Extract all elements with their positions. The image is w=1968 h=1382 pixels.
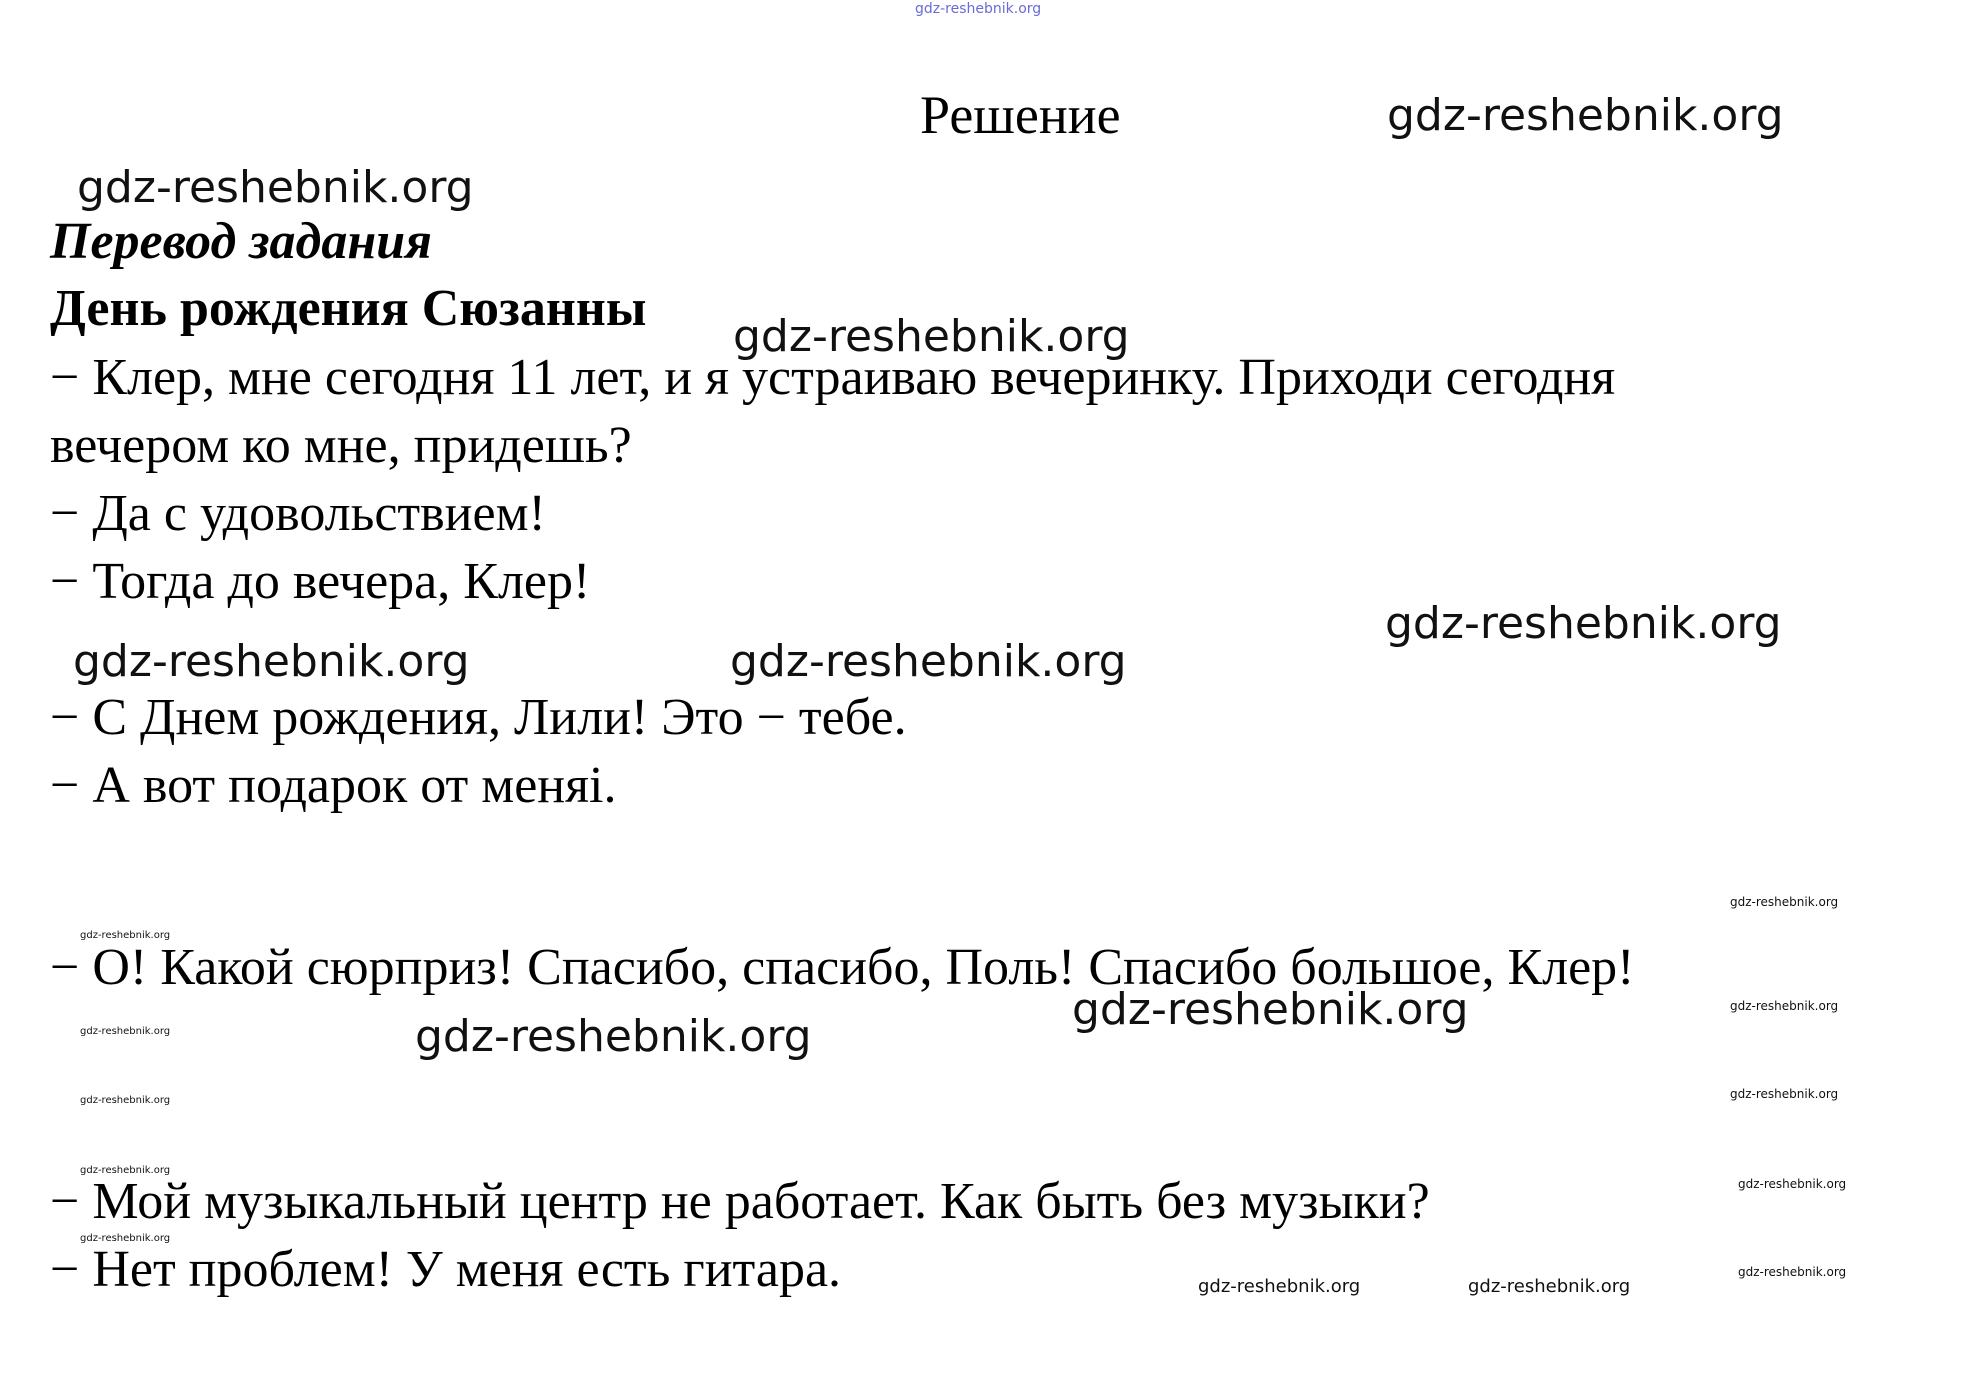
watermark-small: gdz-reshebnik.org [1738, 1177, 1847, 1191]
dialogue-line: − Да с удовольствием! [50, 485, 546, 542]
watermark: gdz-reshebnik.org [730, 636, 1127, 687]
watermark: gdz-reshebnik.org [1385, 598, 1782, 649]
dialogue-line: − А вот подарок от меняі. [50, 757, 617, 814]
watermark-small: gdz-reshebnik.org [1730, 895, 1839, 909]
dialogue-line: − Тогда до вечера, Клер! [50, 553, 591, 610]
watermark: gdz-reshebnik.org [77, 162, 474, 213]
task-translation-label: Перевод задания [50, 213, 432, 270]
watermark-small: gdz-reshebnik.org [1738, 1265, 1847, 1279]
watermark-small: gdz-reshebnik.org [1468, 1276, 1631, 1297]
watermark-small: gdz-reshebnik.org [80, 1165, 171, 1176]
story-title: День рождения Сюзанны [50, 280, 647, 337]
watermark-small: gdz-reshebnik.org [80, 1095, 171, 1106]
watermark: gdz-reshebnik.org [1072, 984, 1469, 1035]
watermark: gdz-reshebnik.org [73, 636, 470, 687]
watermark-small: gdz-reshebnik.org [1730, 1087, 1839, 1101]
watermark-small: gdz-reshebnik.org [80, 1233, 171, 1244]
dialogue-line: − Нет проблем! У меня есть гитара. [50, 1241, 842, 1298]
page-title: Решение [920, 85, 1121, 145]
dialogue-line: − С Днем рождения, Лили! Это − тебе. [50, 689, 907, 746]
watermark-small: gdz-reshebnik.org [80, 930, 171, 941]
watermark-small: gdz-reshebnik.org [80, 1026, 171, 1037]
dialogue-line: − О! Какой сюрприз! Спасибо, спасибо, Поль! Спасибо большое, Клер! [50, 939, 1635, 996]
top-watermark: gdz-reshebnik.org [915, 1, 1042, 17]
watermark-small: gdz-reshebnik.org [1198, 1276, 1361, 1297]
dialogue-line: − Клер, мне сегодня 11 лет, и я устраиваю вечеринку. Приходи сегодня [50, 349, 1616, 406]
dialogue-line: − Мой музыкальный центр не работает. Как быть без музыки? [50, 1173, 1430, 1230]
watermark: gdz-reshebnik.org [415, 1011, 812, 1062]
watermark: gdz-reshebnik.org [1387, 90, 1784, 141]
dialogue-line: вечером ко мне, придешь? [50, 417, 632, 474]
watermark: gdz-reshebnik.org [733, 311, 1130, 362]
watermark-small: gdz-reshebnik.org [1730, 999, 1839, 1013]
